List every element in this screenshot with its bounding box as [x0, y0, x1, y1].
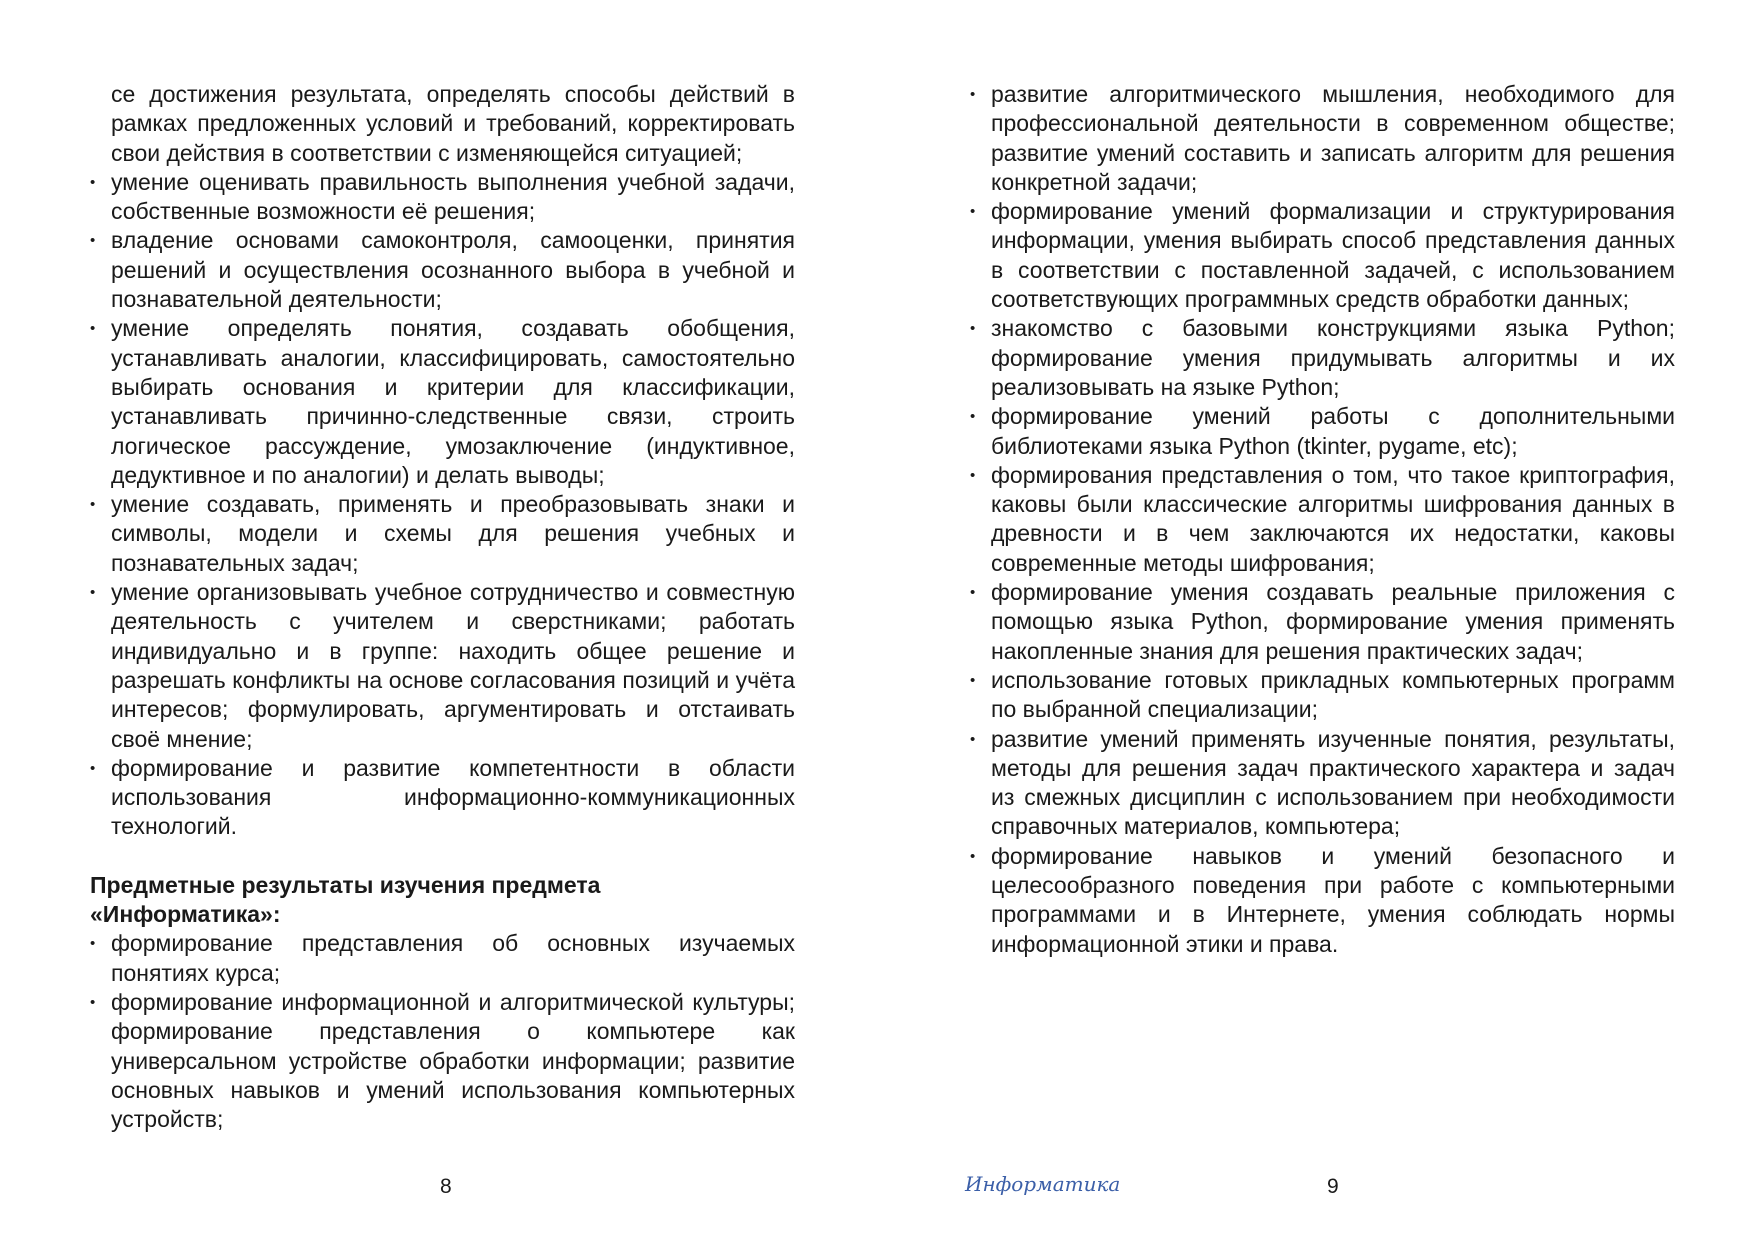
list-item: • формирование представления об основных изучаемых понятиях курса;	[90, 929, 795, 988]
list-item: • формирования представления о том, что такое криптография, каковы были классические алгоритмы шифрования данных в древности и в чем заключаются их недостатки, каковы современные методы шифрования;	[970, 461, 1675, 578]
subject-results-list	[90, 929, 795, 1134]
list-item: • развитие алгоритмического мышления, необходимого для профессиональной деятельности в современном обществе; развитие умений составить и записать алгоритм для решения конкретной задачи;	[970, 80, 1675, 197]
page-number-right: 9	[1327, 1175, 1339, 1198]
list-item: • умение создавать, применять и преобразовывать знаки и символы, модели и схемы для решения учебных и познавательных задач;	[90, 490, 795, 578]
left-page	[90, 80, 795, 1134]
list-item: • умение оценивать правильность выполнения учебной задачи, собственные возможности её решения;	[90, 168, 795, 227]
list-item: • использование готовых прикладных компьютерных программ по выбранной специализации;	[970, 666, 1675, 725]
list-item: • формирование информационной и алгоритмической культуры; формирование представления о компьютере как универсальном устройстве обработки информации; развитие основных навыков и умений использования компьютерных устройств;	[90, 988, 795, 1134]
page-number-left: 8	[440, 1175, 452, 1198]
list-item: • формирование умения создавать реальные приложения с помощью языка Python, формирование умения применять накопленные знания для решения практических задач;	[970, 578, 1675, 666]
metasubject-results-list	[90, 168, 795, 842]
subject-results-list-continued	[970, 80, 1675, 959]
continued-paragraph: се достижения результата, определять способы действий в рамках предложенных условий и требований, корректировать свои действия в соответствии с изменяющейся ситуацией;	[111, 81, 795, 166]
list-item: • формирование умений формализации и структурирования информации, умения выбирать способ представления данных в соответствии с поставленной задачей, с использованием соответствующих программных средств обработки данных;	[970, 197, 1675, 314]
list-item: • формирование навыков и умений безопасного и целесообразного поведения при работе с компьютерными программами и в Интернете, умения соблюдать нормы информационной этики и права.	[970, 842, 1675, 959]
running-title: Информатика	[965, 1172, 1121, 1196]
right-page	[970, 80, 1675, 959]
list-item: • формирование умений работы с дополнительными библиотеками языка Python (tkinter, pygame, etc);	[970, 402, 1675, 461]
list-item: • развитие умений применять изученные понятия, результаты, методы для решения задач практического характера и задач из смежных дисциплин с использованием при необходимости справочных материалов, компьютера;	[970, 725, 1675, 842]
list-item: • знакомство с базовыми конструкциями языка Python; формирование умения придумывать алгоритмы и их реализовывать на языке Python;	[970, 314, 1675, 402]
list-item: • умение определять понятия, создавать обобщения, устанавливать аналогии, классифицировать, самостоятельно выбирать основания и критерии для классификации, устанавливать причинно-следственные связи, строить логическое рассуждение, умозаключение (индуктивное, дедуктивное и по аналогии) и делать выводы;	[90, 314, 795, 490]
section-heading: Предметные результаты изучения предмета «Информатика»:	[90, 871, 601, 928]
list-item: • умение организовывать учебное сотрудничество и совместную деятельность с учителем и сверстниками; работать индивидуально и в группе: находить общее решение и разрешать конфликты на основе согласования позиций и учёта интересов; формулировать, аргументировать и отстаивать своё мнение;	[90, 578, 795, 754]
list-item: • формирование и развитие компетентности в области использования информационно-коммуникационных технологий.	[90, 754, 795, 842]
list-item: • владение основами самоконтроля, самооценки, принятия решений и осуществления осознанного выбора в учебной и познавательной деятельности;	[90, 226, 795, 314]
